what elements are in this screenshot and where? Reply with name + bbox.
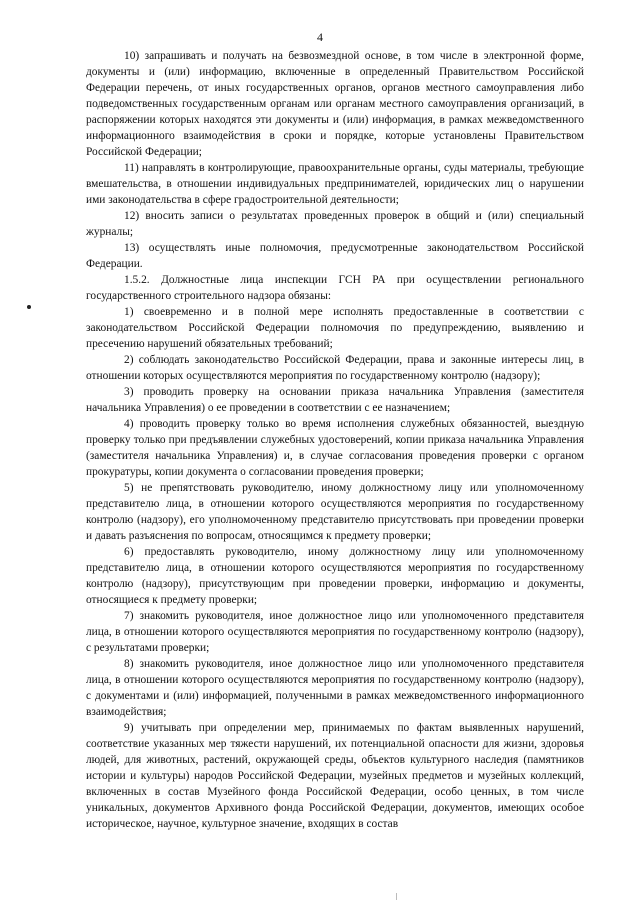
paragraph-duty-5: 5) не препятствовать руководителю, иному должностному лицу или уполномоченному представителю лица, в отношении которого осуществляются мероприятия по государственному контролю (надзору), его уполномоченному представителю присутствовать при проведении проверки и давать разъяснения по вопросам, относящимся к предмету проверки; (86, 482, 584, 542)
page-number: 4 (317, 30, 323, 44)
paragraph-item-10: 10) запрашивать и получать на безвозмездной основе, в том числе в электронной форме, документы и (или) информацию, включенные в определенный Правительством Российской Федерации перечень, от иных государственных органов, органов местного самоуправления либо подведомственных государственным органам или органам местного самоуправления организаций, в распоряжении которых находятся эти документы и (или) информация, в рамках межведомственного информационного взаимодействия в сроки и порядке, которые установлены Правительством Российской Федерации; (86, 50, 584, 158)
paragraph-item-11: 11) направлять в контролирующие, правоохранительные органы, суды материалы, требующие вмешательства, в отношении индивидуальных предпринимателей, юридических лиц о нарушении ими законодательства в сфере градостроительной деятельности; (86, 162, 584, 206)
paragraph-duty-8: 8) знакомить руководителя, иное должностное лицо или уполномоченного представителя лица, в отношении которого осуществляются мероприятия по государственному контролю (надзору), с документами и (или) информацией, полученными в рамках межведомственного информационного взаимодействия; (86, 658, 584, 718)
paragraph-duty-1: 1) своевременно и в полной мере исполнять предоставленные в соответствии с законодательством Российской Федерации полномочия по предупреждению, выявлению и пресечению нарушений обязательных требований; (86, 306, 584, 350)
scan-artifact (396, 893, 397, 900)
paragraph-duty-3: 3) проводить проверку на основании приказа начальника Управления (заместителя начальника Управления) о ее проведении в соответствии с ее назначением; (86, 386, 584, 414)
paragraph-item-12: 12) вносить записи о результатах проведенных проверок в общий и (или) специальный журналы; (86, 210, 584, 238)
paragraph-duty-6: 6) предоставлять руководителю, иному должностному лицу или уполномоченному представителю лица, в отношении которого осуществляются мероприятия по государственному контролю (надзору), присутствующим при проведении проверки, информацию и документы, относящиеся к предмету проверки; (86, 546, 584, 606)
margin-dot (27, 305, 31, 309)
paragraph-section-1-5-2: 1.5.2. Должностные лица инспекции ГСН РА при осуществлении регионального государственного строительного надзора обязаны: (86, 274, 584, 302)
paragraph-duty-9: 9) учитывать при определении мер, принимаемых по фактам выявленных нарушений, соответствие указанных мер тяжести нарушений, их потенциальной опасности для жизни, здоровья людей, для животных, растений, окружающей среды, объектов культурного наследия (памятников истории и культуры) народов Российской Федерации, музейных предметов и музейных коллекций, включенных в состав Музейного фонда Российской Федерации, особо ценных, в том числе уникальных, документов Архивного фонда Российской Федерации, документов, имеющих особое историческое, научное, культурное значение, входящих в состав (86, 722, 584, 830)
paragraph-duty-4: 4) проводить проверку только во время исполнения служебных обязанностей, выездную проверку только при предъявлении служебных удостоверений, копии приказа начальника Управления (заместителя начальника Управления) и, в случае согласования проведения проверки с органом прокуратуры, копии документа о согласовании проведения проверки; (86, 418, 584, 478)
document-body (86, 48, 584, 832)
paragraph-duty-2: 2) соблюдать законодательство Российской Федерации, права и законные интересы лиц, в отношении которых осуществляются мероприятия по государственному контролю (надзору); (86, 354, 584, 382)
paragraph-duty-7: 7) знакомить руководителя, иное должностное лицо или уполномоченного представителя лица, в отношении которого осуществляются мероприятия по государственному контролю (надзору), с результатами проверки; (86, 610, 584, 654)
paragraph-item-13: 13) осуществлять иные полномочия, предусмотренные законодательством Российской Федерации. (86, 242, 584, 270)
